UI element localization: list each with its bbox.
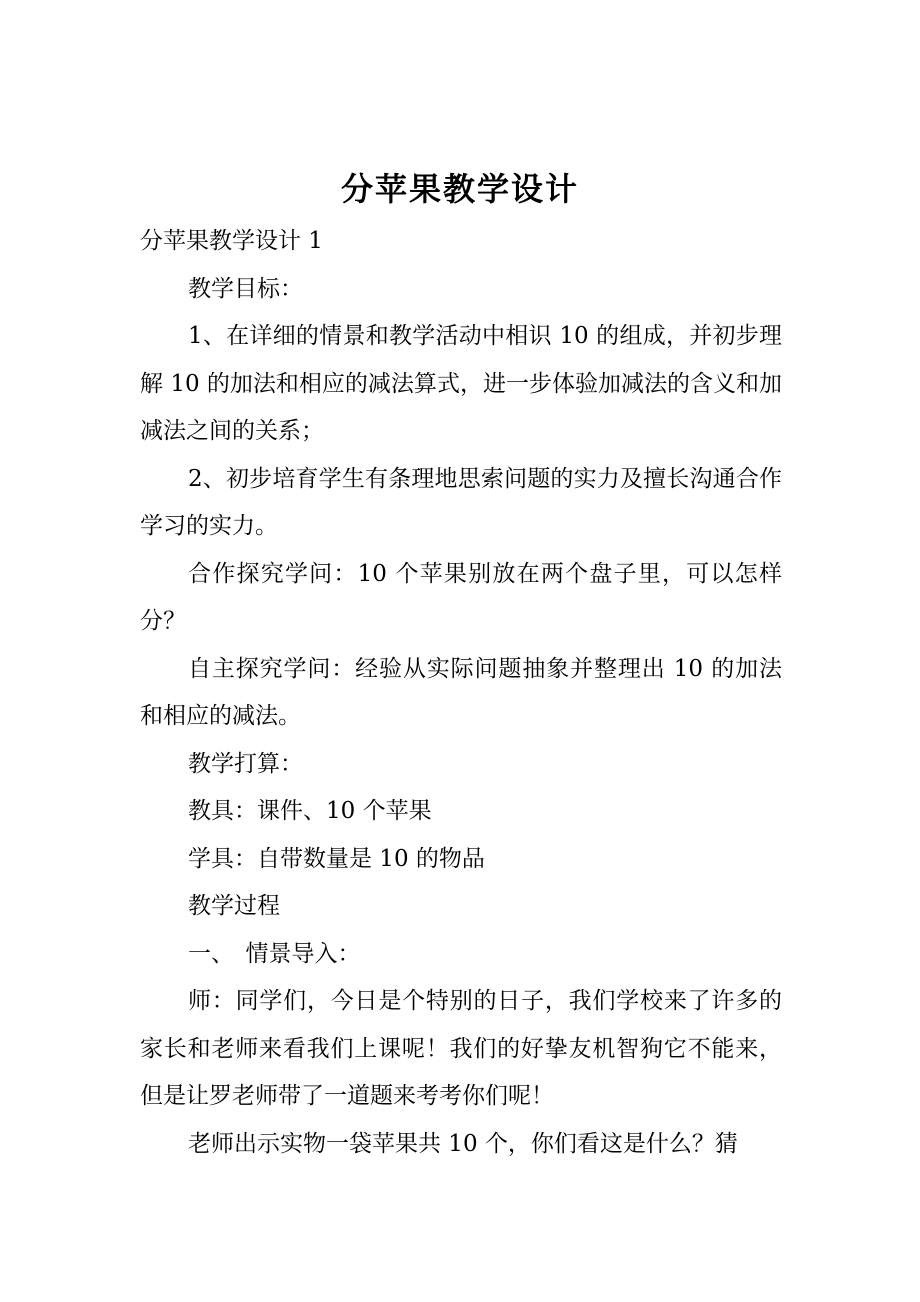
paragraph-learning-aids: 学具：自带数量是 10 的物品 (188, 845, 485, 872)
paragraph-teaching-goals-label: 教学目标： (188, 275, 303, 302)
paragraph-cooperative-inquiry: 合作探究学问：10 个苹果别放在两个盘子里，可以怎样分？ (140, 560, 782, 634)
paragraph-teaching-process: 教学过程 (188, 893, 280, 919)
document-body (140, 218, 782, 1168)
paragraph-teaching-aids: 教具：课件、10 个苹果 (188, 798, 432, 824)
paragraph-teacher-speech: 师：同学们，今日是个特别的日子，我们学校来了许多的家长和老师来看我们上课呢！我们的好挚友机智狗它不能来，但是让罗老师带了一道题来考考你们呢！ (140, 988, 782, 1109)
paragraph-goal-2: 2、初步培育学生有条理地思索问题的实力及擅长沟通合作学习的实力。 (140, 465, 782, 539)
paragraph-teacher-shows-apples: 老师出示实物一袋苹果共 10 个，你们看这是什么？猜 (188, 1130, 738, 1157)
section-heading: 分苹果教学设计 1 (140, 228, 323, 254)
paragraph-independent-inquiry: 自主探究学问：经验从实际问题抽象并整理出 10 的加法和相应的减法。 (140, 655, 782, 729)
paragraph-scenario-intro: 一、 情景导入： (188, 940, 361, 967)
document-title: 分苹果教学设计 (340, 170, 579, 209)
paragraph-goal-1: 1、在详细的情景和教学活动中相识 10 的组成，并初步理解 10 的加法和相应的减法算式，进一步体验加减法的含义和加减法之间的关系； (140, 323, 782, 444)
paragraph-teaching-preparation: 教学打算： (188, 750, 303, 777)
